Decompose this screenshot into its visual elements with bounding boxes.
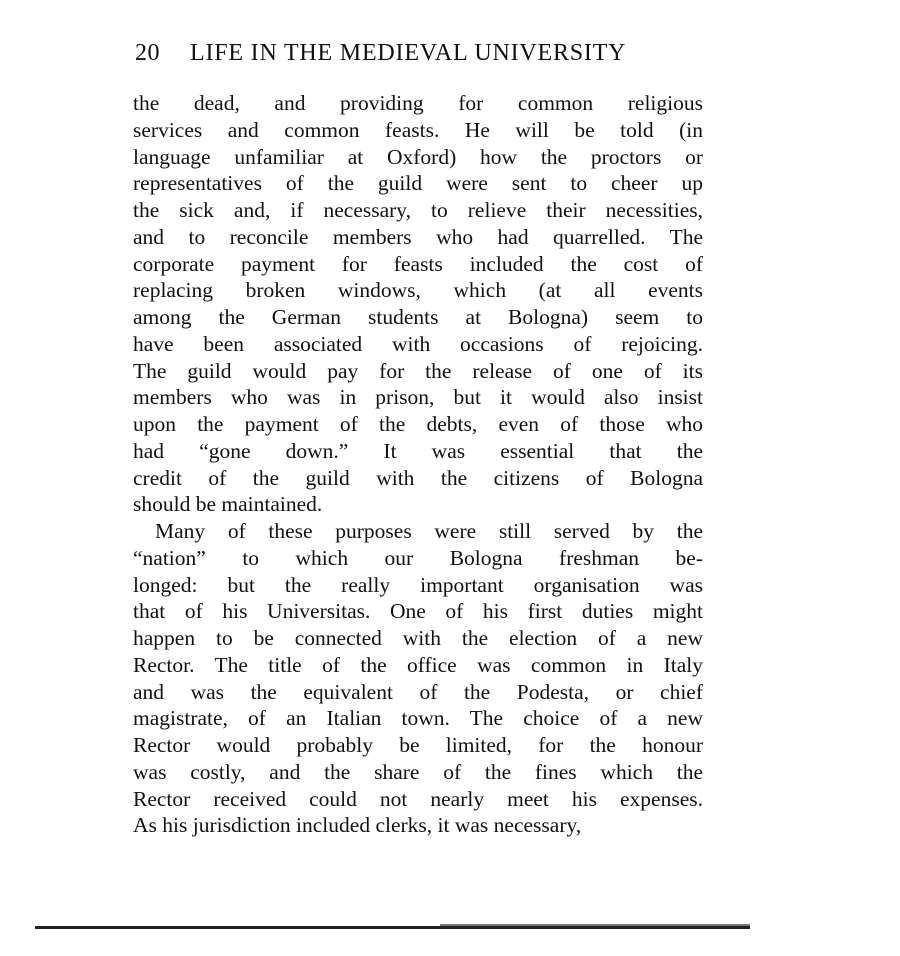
text-line: corporate payment for feasts included the cost of (133, 251, 703, 276)
text-line: had “gone down.” It was essential that the (133, 438, 703, 463)
text-line: have been associated with occasions of rejoicing. (133, 331, 703, 356)
text-line: upon the payment of the debts, even of those who (133, 412, 703, 436)
text-line: the sick and, if necessary, to relieve their necessities, (133, 198, 703, 222)
text-line: and to reconcile members who had quarrelled. The (133, 224, 703, 249)
text-line: replacing broken windows, which (at all events (133, 278, 703, 303)
text-line: Rector received could not nearly meet his expenses. (133, 786, 703, 811)
text-line: should be maintained. (133, 492, 323, 517)
text-line: credit of the guild with the citizens of Bologna (133, 465, 703, 490)
text-line: magistrate, of an Italian town. The choice of a new (133, 706, 703, 731)
body-text (133, 90, 703, 839)
text-line: services and common feasts. He will be told (in (133, 117, 703, 142)
text-line: among the German students at Bologna) seem to (133, 305, 703, 329)
page-number: 20 (135, 40, 160, 66)
bottom-rule (35, 926, 750, 929)
text-line: was costly, and the share of the fines which the (133, 759, 703, 784)
text-line: longed: but the really important organisation was (133, 572, 703, 597)
text-line: the dead, and providing for common religious (133, 91, 703, 115)
text-line: The guild would pay for the release of one of its (133, 358, 703, 383)
text-line: and was the equivalent of the Podesta, or chief (133, 679, 703, 704)
text-line: As his jurisdiction included clerks, it was necessary, (133, 813, 582, 838)
text-line: Rector would probably be limited, for the honour (133, 733, 703, 757)
text-line: Rector. The title of the office was common in Italy (133, 652, 703, 677)
text-line: happen to be connected with the election of a new (133, 626, 703, 650)
text-line: “nation” to which our Bologna freshman be- (133, 545, 703, 570)
text-line: language unfamiliar at Oxford) how the proctors or (133, 144, 703, 169)
running-header (135, 40, 695, 76)
running-title: LIFE IN THE MEDIEVAL UNIVERSITY (190, 40, 627, 66)
bottom-rule-shadow (440, 924, 750, 926)
text-line: members who was in prison, but it would also insist (133, 385, 703, 410)
text-line: that of his Universitas. One of his first duties might (133, 599, 703, 624)
text-line: representatives of the guild were sent to cheer up (133, 171, 703, 196)
text-line: Many of these purposes were still served by the (155, 519, 703, 543)
